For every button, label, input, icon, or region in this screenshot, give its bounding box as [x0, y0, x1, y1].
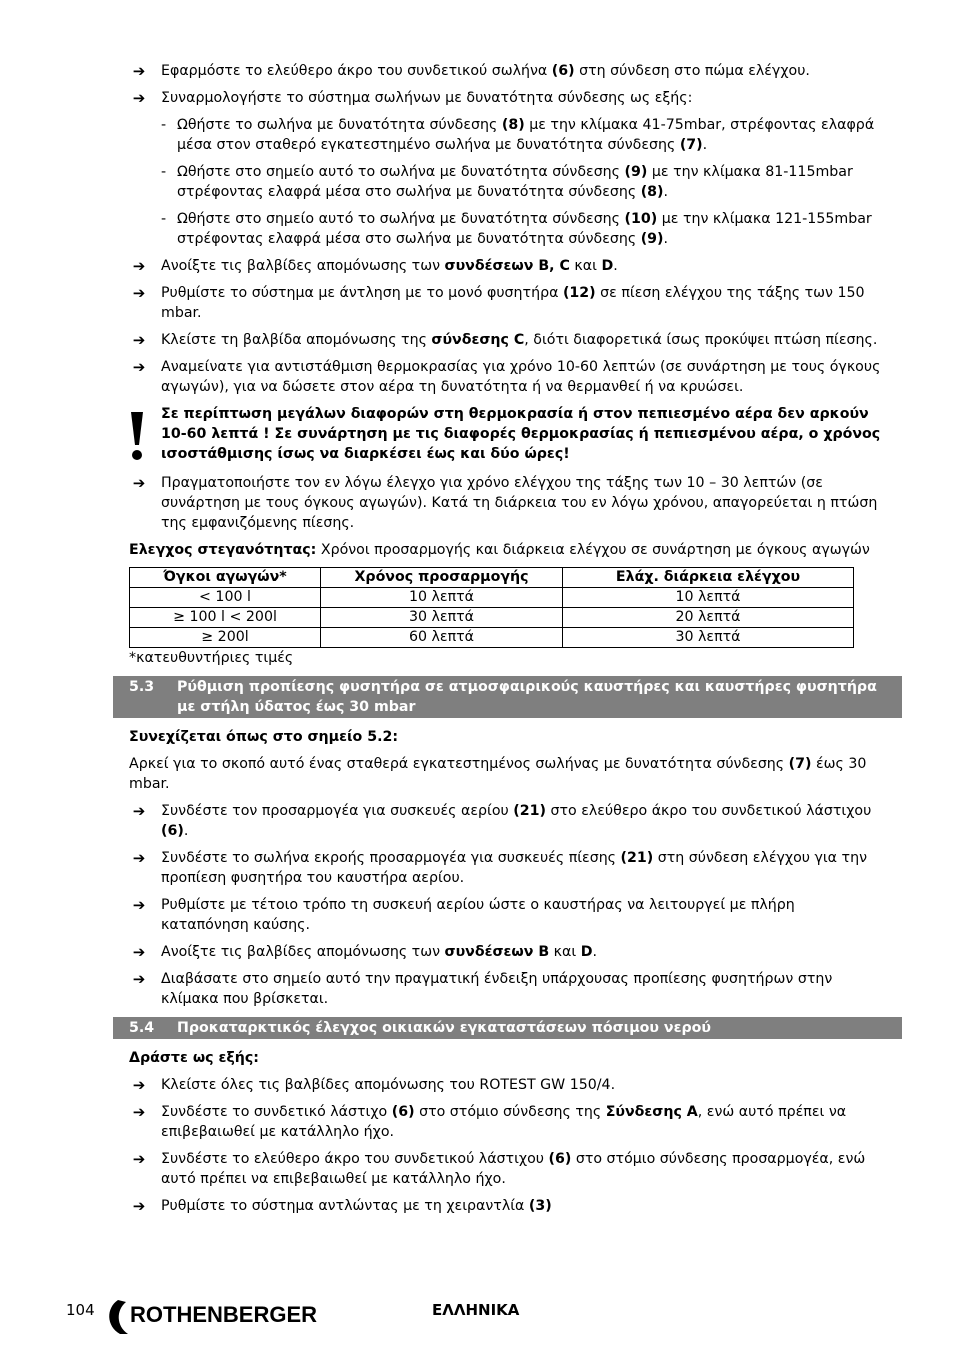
item-text: Ρυθμίστε το σύστημα αντλώντας με τη χειραντλία (3) — [161, 1198, 552, 1214]
arrow-icon: ➔ — [132, 849, 146, 867]
list-item — [129, 1102, 887, 1142]
item-text: Ρυθμίστε με τέτοιο τρόπο τη συσκευή αερίου ώστε ο καυστήρας να λειτουργεί με πλήρη καταπόνηση καύσης. — [161, 897, 795, 933]
arrow-icon: ➔ — [132, 896, 146, 914]
table-cell: 10 λεπτά — [563, 588, 854, 608]
table-cell: < 100 l — [130, 588, 321, 608]
list-item — [129, 1196, 887, 1216]
sub-list-item — [129, 209, 887, 249]
arrow-icon: ➔ — [132, 970, 146, 988]
arrow-icon: ➔ — [132, 1197, 146, 1215]
list-item — [129, 801, 887, 841]
arrow-icon: ➔ — [132, 331, 146, 349]
item-text: Συναρμολογήστε το σύστημα σωλήνων με δυνατότητα σύνδεσης ως εξής: — [161, 90, 693, 106]
item-text: Ανοίξτε τις βαλβίδες απομόνωσης των συνδέσεων B, C και D. — [161, 258, 618, 274]
leak-test-table — [129, 567, 854, 648]
table-header-row — [130, 568, 854, 588]
page-content — [129, 61, 887, 1223]
list-item — [129, 895, 887, 935]
item-text: Ωθήστε στο σημείο αυτό το σωλήνα με δυνατότητα σύνδεσης (10) με την κλίμακα 121-155mbar στρέφοντας ελαφρά μέσα στο σωλήνα με δυνατότητα σύνδεσης (9). — [177, 211, 872, 247]
table-header-cell: Χρόνος προσαρμογής — [321, 568, 563, 588]
list-item — [129, 1075, 887, 1095]
instructions-list — [129, 61, 887, 560]
table-cell: 60 λεπτά — [321, 628, 563, 648]
arrow-icon: ➔ — [132, 1103, 146, 1121]
item-text: Συνδέστε το ελεύθερο άκρο του συνδετικού λάστιχου (6) στο στόμιο σύνδεσης προσαρμογέα, ενώ αυτό πρέπει να επιβεβαιωθεί με κατάλληλο ήχο. — [161, 1151, 866, 1187]
item-text: Αρκεί για το σκοπό αυτό ένας σταθερά εγκατεστημένος σωλήνας με δυνατότητα σύνδεσης (7) έως 30 mbar. — [129, 756, 867, 792]
language-label: ΕΛΛΗΝΙΚΑ — [432, 1301, 520, 1319]
arrow-icon: ➔ — [132, 257, 146, 275]
arrow-icon: ➔ — [132, 62, 146, 80]
arrow-icon: ➔ — [132, 358, 146, 376]
table-header-cell: Όγκοι αγωγών* — [130, 568, 321, 588]
arrow-icon: ➔ — [132, 1150, 146, 1168]
arrow-icon: ➔ — [132, 1076, 146, 1094]
item-text: Κλείστε όλες τις βαλβίδες απομόνωσης του ROTEST GW 150/4. — [161, 1077, 616, 1093]
item-text: Συνεχίζεται όπως στο σημείο 5.2: — [129, 729, 399, 745]
item-text: Κλείστε τη βαλβίδα απομόνωσης της σύνδεσης C, διότι διαφορετικά ίσως προκύψει πτώση πίεσης. — [161, 332, 878, 348]
exclamation-icon — [128, 412, 146, 462]
section-title: Προκαταρκτικός έλεγχος οικιακών εγκαταστάσεων πόσιμου νερού — [177, 1020, 711, 1036]
section-heading-5-4 — [113, 1017, 902, 1039]
table-row — [130, 588, 854, 608]
sub-list-item — [129, 115, 887, 155]
list-item — [129, 61, 887, 81]
arrow-icon: ➔ — [132, 474, 146, 492]
item-text: Ωθήστε το σωλήνα με δυνατότητα σύνδεσης (8) με την κλίμακα 41-75mbar, στρέφοντας ελαφρά μέσα στον σταθερό εγκατεστημένο σωλήνα με δυνατότητα σύνδεσης (7). — [177, 117, 875, 153]
paragraph — [129, 727, 887, 747]
section-5-3-body — [129, 727, 887, 1009]
item-text: Ωθήστε στο σημείο αυτό το σωλήνα με δυνατότητα σύνδεσης (9) με την κλίμακα 81-115mbar στρέφοντας ελαφρά μέσα στο σωλήνα με δυνατότητα σύνδεσης (8). — [177, 164, 853, 200]
list-item — [129, 473, 887, 533]
item-text: Ανοίξτε τις βαλβίδες απομόνωσης των συνδέσεων B και D. — [161, 944, 598, 960]
item-text: Συνδέστε τον προσαρμογέα για συσκευές αερίου (21) στο ελεύθερο άκρο του συνδετικού λάστιχου (6). — [161, 803, 872, 839]
section-number: 5.3 — [129, 679, 155, 695]
item-text: Ελεγχος στεγανότητας: Χρόνοι προσαρμογής και διάρκεια ελέγχου σε συνάρτηση με όγκους αγωγών — [129, 542, 870, 558]
list-item — [129, 330, 887, 350]
table-cell: 30 λεπτά — [563, 628, 854, 648]
paragraph — [129, 540, 887, 560]
list-item — [129, 88, 887, 108]
rothenberger-logo — [104, 1294, 354, 1338]
table-row — [130, 628, 854, 648]
item-text: Συνδέστε το συνδετικό λάστιχο (6) στο στόμιο σύνδεσης της Σύνδεσης A, ενώ αυτό πρέπει να επιβεβαιωθεί με κατάλληλο ήχο. — [161, 1104, 847, 1140]
list-item — [129, 848, 887, 888]
brand-name: ROTHENBERGER — [130, 1302, 318, 1327]
table-header-cell: Ελάχ. διάρκεια ελέγχου — [563, 568, 854, 588]
arrow-icon: ➔ — [132, 89, 146, 107]
list-item — [129, 969, 887, 1009]
table-cell: ≥ 200l — [130, 628, 321, 648]
table-cell: 30 λεπτά — [321, 608, 563, 628]
list-item — [129, 256, 887, 276]
item-text: Δράστε ως εξής: — [129, 1050, 259, 1066]
arrow-icon: ➔ — [132, 943, 146, 961]
dash-marker: - — [161, 117, 167, 133]
item-text: Διαβάσατε στο σημείο αυτό την πραγματική ένδειξη υπάρχουσας προπίεσης φυσητήρων στην κλίμακα που βρίσκεται. — [161, 971, 833, 1007]
section-5-4-body — [129, 1048, 887, 1216]
list-item — [129, 942, 887, 962]
warning-note — [129, 404, 887, 464]
item-text: Ρυθμίστε το σύστημα με άντληση με το μονό φυσητήρα (12) σε πίεση ελέγχου της τάξης των 150 mbar. — [161, 285, 865, 321]
item-text: Πραγματοποιήστε τον εν λόγω έλεγχο για χρόνο ελέγχου της τάξης των 10 – 30 λεπτών (σε συνάρτηση με τους όγκους αγωγών). Κατά τη διάρκεια του εν λόγω χρόνου, απαγορεύεται η πτώση της εμφανιζόμενης πίεσης. — [161, 475, 878, 531]
paragraph — [129, 754, 887, 794]
table-row — [130, 608, 854, 628]
section-number: 5.4 — [129, 1020, 155, 1036]
list-item — [129, 1149, 887, 1189]
dash-marker: - — [161, 164, 167, 180]
section-heading-5-3 — [113, 676, 902, 718]
section-title: Ρύθμιση προπίεσης φυσητήρα σε ατμοσφαιρικούς καυστήρες και καυστήρες φυσητήρα με στήλη ύδατος έως 30 mbar — [177, 679, 877, 715]
arrow-icon: ➔ — [132, 802, 146, 820]
table-cell: 20 λεπτά — [563, 608, 854, 628]
page-number: 104 — [66, 1301, 95, 1319]
sub-list-item — [129, 162, 887, 202]
table-cell: 10 λεπτά — [321, 588, 563, 608]
dash-marker: - — [161, 211, 167, 227]
item-text: Συνδέστε το σωλήνα εκροής προσαρμογέα για συσκευές πίεσης (21) στη σύνδεση ελέγχου για την προπίεση φυσητήρα του καυστήρα αερίου. — [161, 850, 868, 886]
item-text: Αναμείνατε για αντιστάθμιση θερμοκρασίας για χρόνο 10-60 λεπτών (σε συνάρτηση με τους όγκους αγωγών), για να δώσετε στον αέρα τη δυνατότητα ή να θερμανθεί ή να κρυώσει. — [161, 359, 881, 395]
table-cell: ≥ 100 l < 200l — [130, 608, 321, 628]
list-item — [129, 283, 887, 323]
item-text: Σε περίπτωση μεγάλων διαφορών στη θερμοκρασία ή στον πεπιεσμένο αέρα δεν αρκούν 10-60 λεπτά ! Σε συνάρτηση με τις διαφορές θερμοκρασίας ή πεπιεσμένου αέρα, ο χρόνος ισοστάθμισης ίσως να διαρκέσει έως και δύο ώρες! — [161, 406, 881, 462]
arrow-icon: ➔ — [132, 284, 146, 302]
paragraph — [129, 1048, 887, 1068]
item-text: Εφαρμόστε το ελεύθερο άκρο του συνδετικού σωλήνα (6) στη σύνδεση στο πώμα ελέγχου. — [161, 63, 810, 79]
list-item — [129, 357, 887, 397]
table-footnote: *κατευθυντήριες τιμές — [129, 650, 294, 666]
